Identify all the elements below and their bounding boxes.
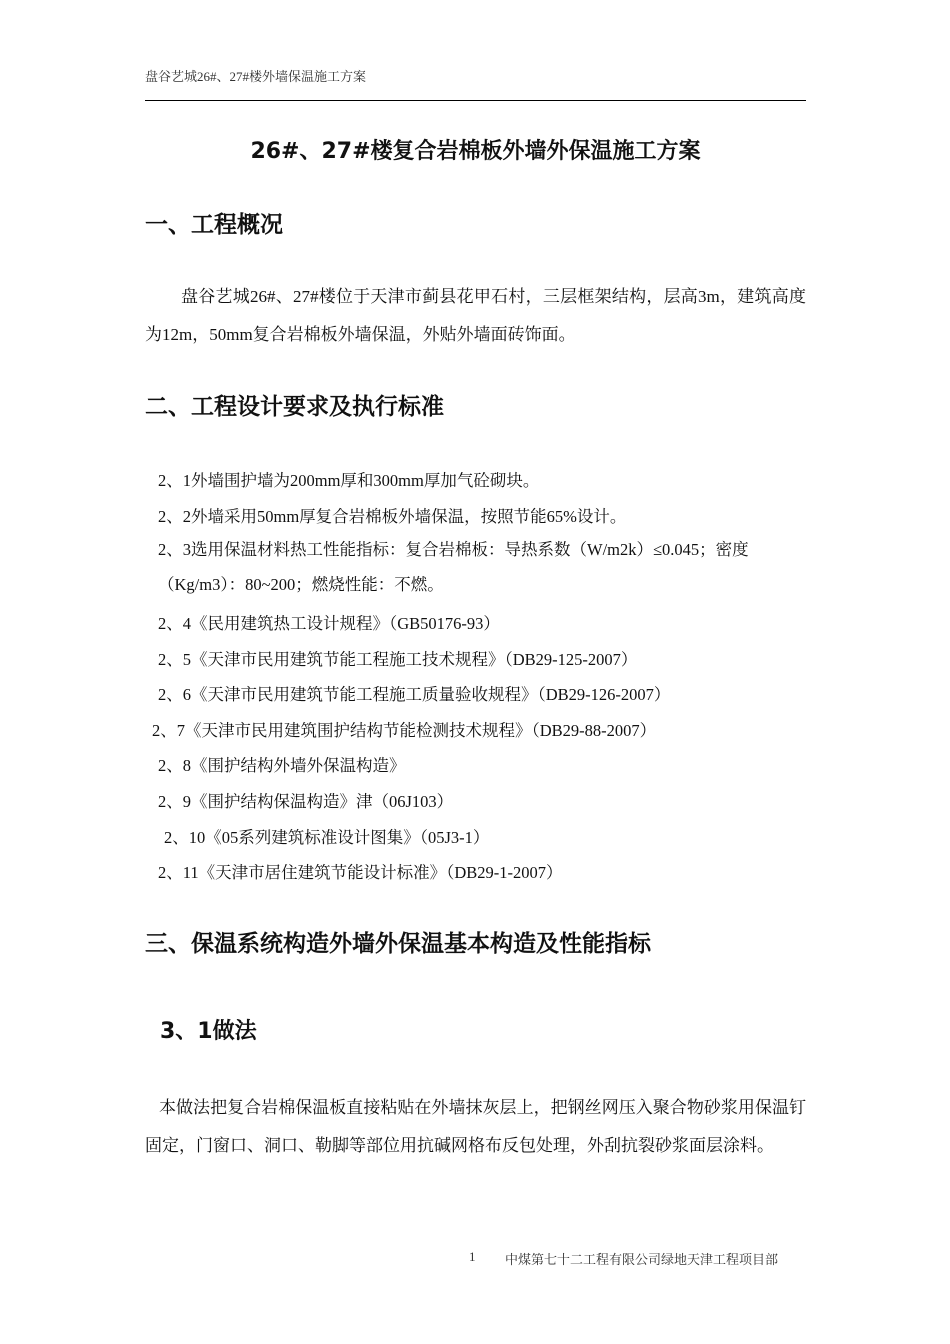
standard-item: 2、9《围护结构保温构造》津（06J103）	[158, 792, 454, 811]
standard-item: 2、7《天津市民用建筑围护结构节能检测技术规程》（DB29-88-2007）	[152, 721, 657, 740]
header-divider	[145, 100, 806, 101]
page-number: 1	[469, 1249, 476, 1264]
section-heading-overview: 一、工程概况	[145, 212, 283, 238]
section-heading-standards: 二、工程设计要求及执行标准	[145, 394, 444, 420]
section-heading-construction: 三、保温系统构造外墙外保温基本构造及性能指标	[145, 931, 651, 957]
standard-item: 2、3选用保温材料热工性能指标：复合岩棉板：导热系数（W/m2k）≤0.045；密度（Kg/m3）：80~200；燃烧性能：不燃。	[158, 540, 749, 594]
standard-item: 2、2外墙采用50mm厚复合岩棉板外墙保温，按照节能65%设计。	[158, 507, 627, 526]
standard-item: 2、1外墙围护墙为200mm厚和300mm厚加气砼砌块。	[158, 471, 540, 490]
method-paragraph: 本做法把复合岩棉保温板直接粘贴在外墙抹灰层上，把钢丝网压入聚合物砂浆用保温钉固定，门窗口、洞口、勒脚等部位用抗碱网格布反包处理，外刮抗裂砂浆面层涂料。	[145, 1098, 806, 1155]
standard-item: 2、6《天津市民用建筑节能工程施工质量验收规程》（DB29-126-2007）	[158, 685, 671, 704]
document-title: 26#、27#楼复合岩棉板外墙外保温施工方案	[250, 139, 701, 164]
subsection-heading-method: 3、1做法	[160, 1019, 257, 1044]
standard-item: 2、8《围护结构外墙外保温构造》	[158, 756, 406, 775]
standard-item: 2、5《天津市民用建筑节能工程施工技术规程》（DB29-125-2007）	[158, 650, 638, 669]
standard-item: 2、4《民用建筑热工设计规程》（GB50176-93）	[158, 614, 500, 633]
overview-paragraph: 盘谷艺城26#、27#楼位于天津市蓟县花甲石村，三层框架结构，层高3m，建筑高度为12m，50mm复合岩棉板外墙保温，外贴外墙面砖饰面。	[145, 287, 806, 344]
running-header: 盘谷艺城26#、27#楼外墙保温施工方案	[145, 69, 367, 84]
standard-item: 2、11《天津市居住建筑节能设计标准》（DB29-1-2007）	[158, 863, 563, 882]
footer-organization: 中煤第七十二工程有限公司绿地天津工程项目部	[505, 1252, 779, 1267]
standard-item: 2、10《05系列建筑标准设计图集》（05J3-1）	[164, 828, 490, 847]
